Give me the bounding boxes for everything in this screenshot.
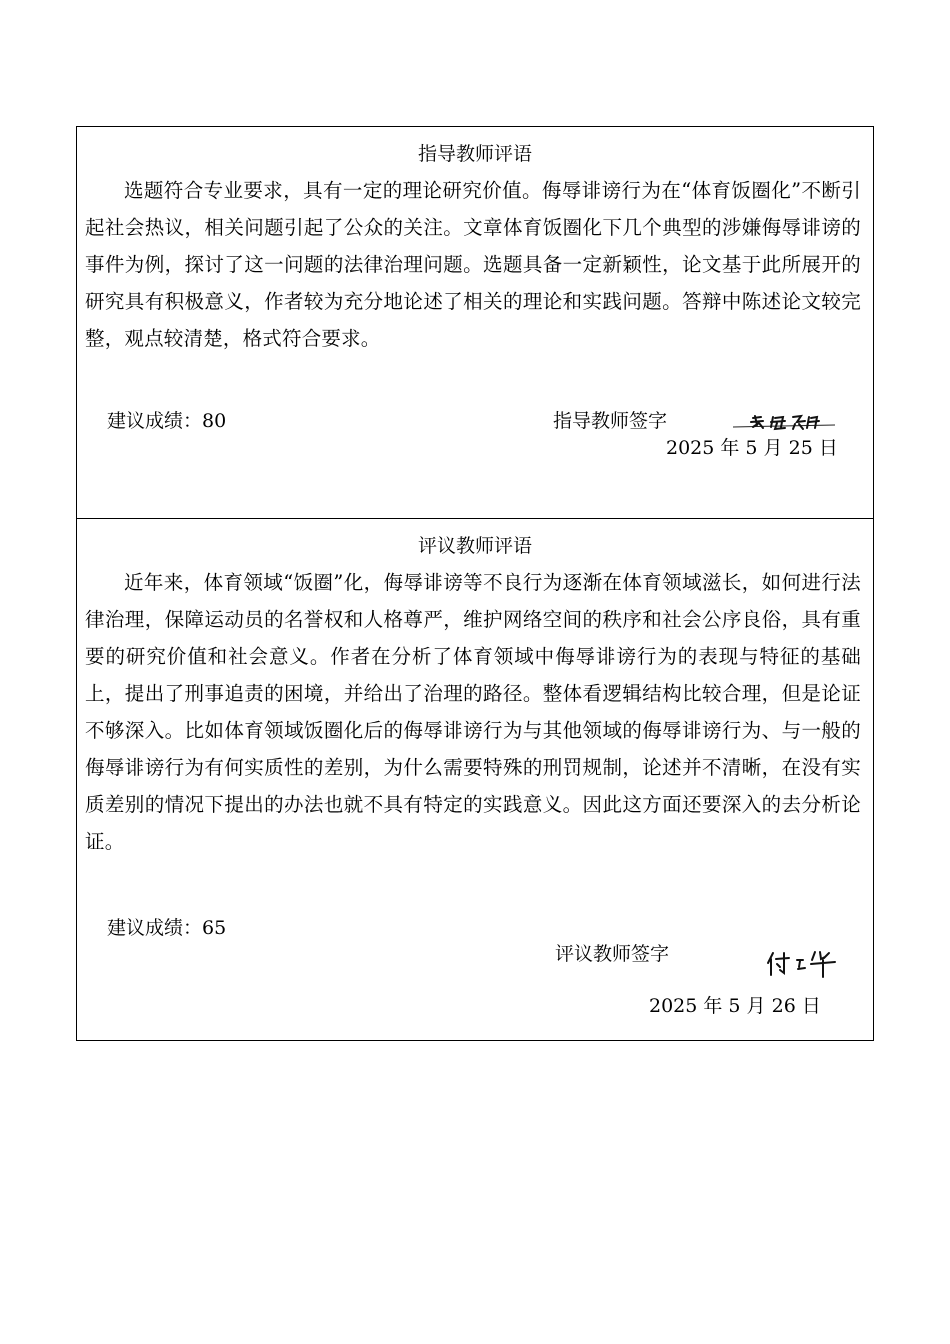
advisor-signature-label: 指导教师签字 [553,410,668,432]
advisor-comment-text: 选题符合专业要求，具有一定的理论研究价值。侮辱诽谤行为在“体育饭圈化”不断引起社会热议，相关问题引起了公众的关注。文章体育饭圈化下几个典型的涉嫌侮辱诽谤的事件为例，探讨了这一问题的法律治理问题。选题具备一定新颖性，论文基于此所展开的研究具有积极意义，作者较为充分地论述了相关的理论和实践问题。答辩中陈述论文较完整，观点较清楚，格式符合要求。 [85,179,861,350]
reviewer-signature-label: 评议教师签字 [555,943,670,965]
advisor-sign-date: 2025 年 5 月 25 日 [666,437,838,459]
reviewer-sign-date: 2025 年 5 月 26 日 [649,995,821,1017]
advisor-suggested-grade: 建议成绩：80 [107,410,227,432]
advisor-section-title: 指导教师评语 [417,143,532,165]
advisor-comment-section [77,127,873,518]
reviewer-handwritten-signature [765,947,841,979]
reviewer-suggested-grade: 建议成绩：65 [107,917,227,939]
advisor-handwritten-signature [731,413,837,435]
reviewer-section-title: 评议教师评语 [417,535,532,557]
reviewer-comment-text: 近年来，体育领域“饭圈”化，侮辱诽谤等不良行为逐渐在体育领域滋长，如何进行法律治理，保障运动员的名誉权和人格尊严，维护网络空间的秩序和社会公序良俗，具有重要的研究价值和社会意义。作者在分析了体育领域中侮辱诽谤行为的表现与特征的基础上，提出了刑事追责的困境，并给出了治理的路径。整体看逻辑结构比较合理，但是论证不够深入。比如体育领域饭圈化后的侮辱诽谤行为与其他领域的侮辱诽谤行为、与一般的侮辱诽谤行为有何实质性的差别，为什么需要特殊的刑罚规制，论述并不清晰，在没有实质差别的情况下提出的办法也就不具有特定的实践意义。因此这方面还要深入的去分析论证。 [85,571,861,853]
reviewer-comment-section [77,518,873,1040]
evaluation-form-table [76,126,874,1041]
